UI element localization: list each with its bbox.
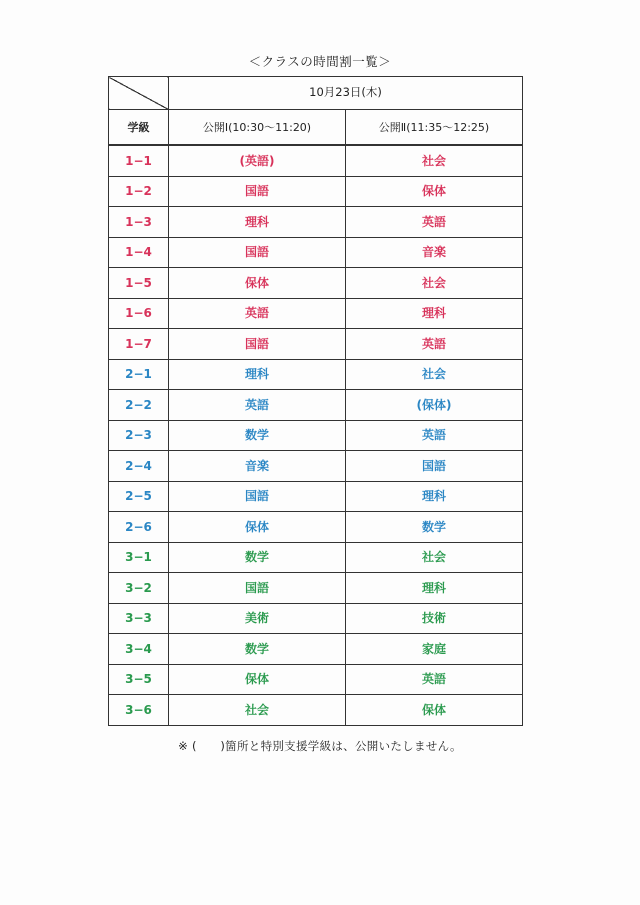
period1-cell: 理科 <box>169 359 346 390</box>
class-cell: 1−2 <box>109 176 169 207</box>
table-row <box>109 695 523 726</box>
table-row <box>109 390 523 421</box>
period2-column-header: 公開Ⅱ(11:35～12:25) <box>346 110 523 146</box>
period1-column-header: 公開Ⅰ(10:30～11:20) <box>169 110 346 146</box>
table-row <box>109 512 523 543</box>
class-cell: 2−5 <box>109 481 169 512</box>
period2-cell: 数学 <box>346 512 523 543</box>
class-cell: 1−3 <box>109 207 169 238</box>
date-row <box>109 77 523 110</box>
period1-cell: 英語 <box>169 390 346 421</box>
table-row <box>109 329 523 360</box>
period2-cell: 社会 <box>346 359 523 390</box>
period2-cell: 国語 <box>346 451 523 482</box>
period1-cell: 数学 <box>169 420 346 451</box>
period1-cell: 国語 <box>169 573 346 604</box>
period1-cell: 保体 <box>169 268 346 299</box>
class-cell: 1−6 <box>109 298 169 329</box>
table-row <box>109 634 523 665</box>
table-row <box>109 603 523 634</box>
period1-cell: 国語 <box>169 237 346 268</box>
table-row <box>109 207 523 238</box>
period1-cell: 国語 <box>169 176 346 207</box>
period1-cell: 国語 <box>169 329 346 360</box>
period2-cell: 英語 <box>346 207 523 238</box>
class-cell: 3−1 <box>109 542 169 573</box>
class-column-header: 学級 <box>109 110 169 146</box>
period1-cell: 国語 <box>169 481 346 512</box>
period2-cell: 英語 <box>346 664 523 695</box>
table-row <box>109 268 523 299</box>
period1-cell: 保体 <box>169 664 346 695</box>
footnote: ※ ( )箇所と特別支援学級は、公開いたしません。 <box>178 739 462 753</box>
class-cell: 3−3 <box>109 603 169 634</box>
corner-diagonal-cell <box>109 77 169 110</box>
period1-cell: 社会 <box>169 695 346 726</box>
table-row <box>109 573 523 604</box>
table-row <box>109 451 523 482</box>
period2-cell: 保体 <box>346 176 523 207</box>
period1-cell: (英語) <box>169 145 346 176</box>
class-cell: 1−1 <box>109 145 169 176</box>
period2-cell: 社会 <box>346 542 523 573</box>
class-cell: 3−2 <box>109 573 169 604</box>
period2-cell: 社会 <box>346 145 523 176</box>
timetable-body <box>109 145 523 725</box>
period2-cell: 英語 <box>346 420 523 451</box>
period2-cell: 家庭 <box>346 634 523 665</box>
class-cell: 1−5 <box>109 268 169 299</box>
class-cell: 3−6 <box>109 695 169 726</box>
period2-cell: (保体) <box>346 390 523 421</box>
date-header: 10月23日(木) <box>169 77 523 110</box>
table-row <box>109 420 523 451</box>
period2-cell: 英語 <box>346 329 523 360</box>
period2-cell: 音楽 <box>346 237 523 268</box>
period2-cell: 理科 <box>346 298 523 329</box>
column-header-row <box>109 110 523 146</box>
table-row <box>109 359 523 390</box>
table-row <box>109 176 523 207</box>
class-cell: 3−5 <box>109 664 169 695</box>
period1-cell: 保体 <box>169 512 346 543</box>
table-row <box>109 481 523 512</box>
page-title: ＜クラスの時間割一覧＞ <box>248 54 392 69</box>
period2-cell: 保体 <box>346 695 523 726</box>
period2-cell: 理科 <box>346 573 523 604</box>
timetable <box>108 76 523 726</box>
table-row <box>109 542 523 573</box>
class-cell: 2−4 <box>109 451 169 482</box>
table-row <box>109 298 523 329</box>
table-row <box>109 237 523 268</box>
period1-cell: 音楽 <box>169 451 346 482</box>
class-cell: 2−6 <box>109 512 169 543</box>
class-cell: 2−3 <box>109 420 169 451</box>
period1-cell: 英語 <box>169 298 346 329</box>
period1-cell: 理科 <box>169 207 346 238</box>
table-row <box>109 145 523 176</box>
class-cell: 2−2 <box>109 390 169 421</box>
period1-cell: 数学 <box>169 634 346 665</box>
period2-cell: 社会 <box>346 268 523 299</box>
class-cell: 2−1 <box>109 359 169 390</box>
period1-cell: 美術 <box>169 603 346 634</box>
table-row <box>109 664 523 695</box>
period2-cell: 技術 <box>346 603 523 634</box>
class-cell: 1−7 <box>109 329 169 360</box>
class-cell: 3−4 <box>109 634 169 665</box>
class-cell: 1−4 <box>109 237 169 268</box>
period1-cell: 数学 <box>169 542 346 573</box>
period2-cell: 理科 <box>346 481 523 512</box>
